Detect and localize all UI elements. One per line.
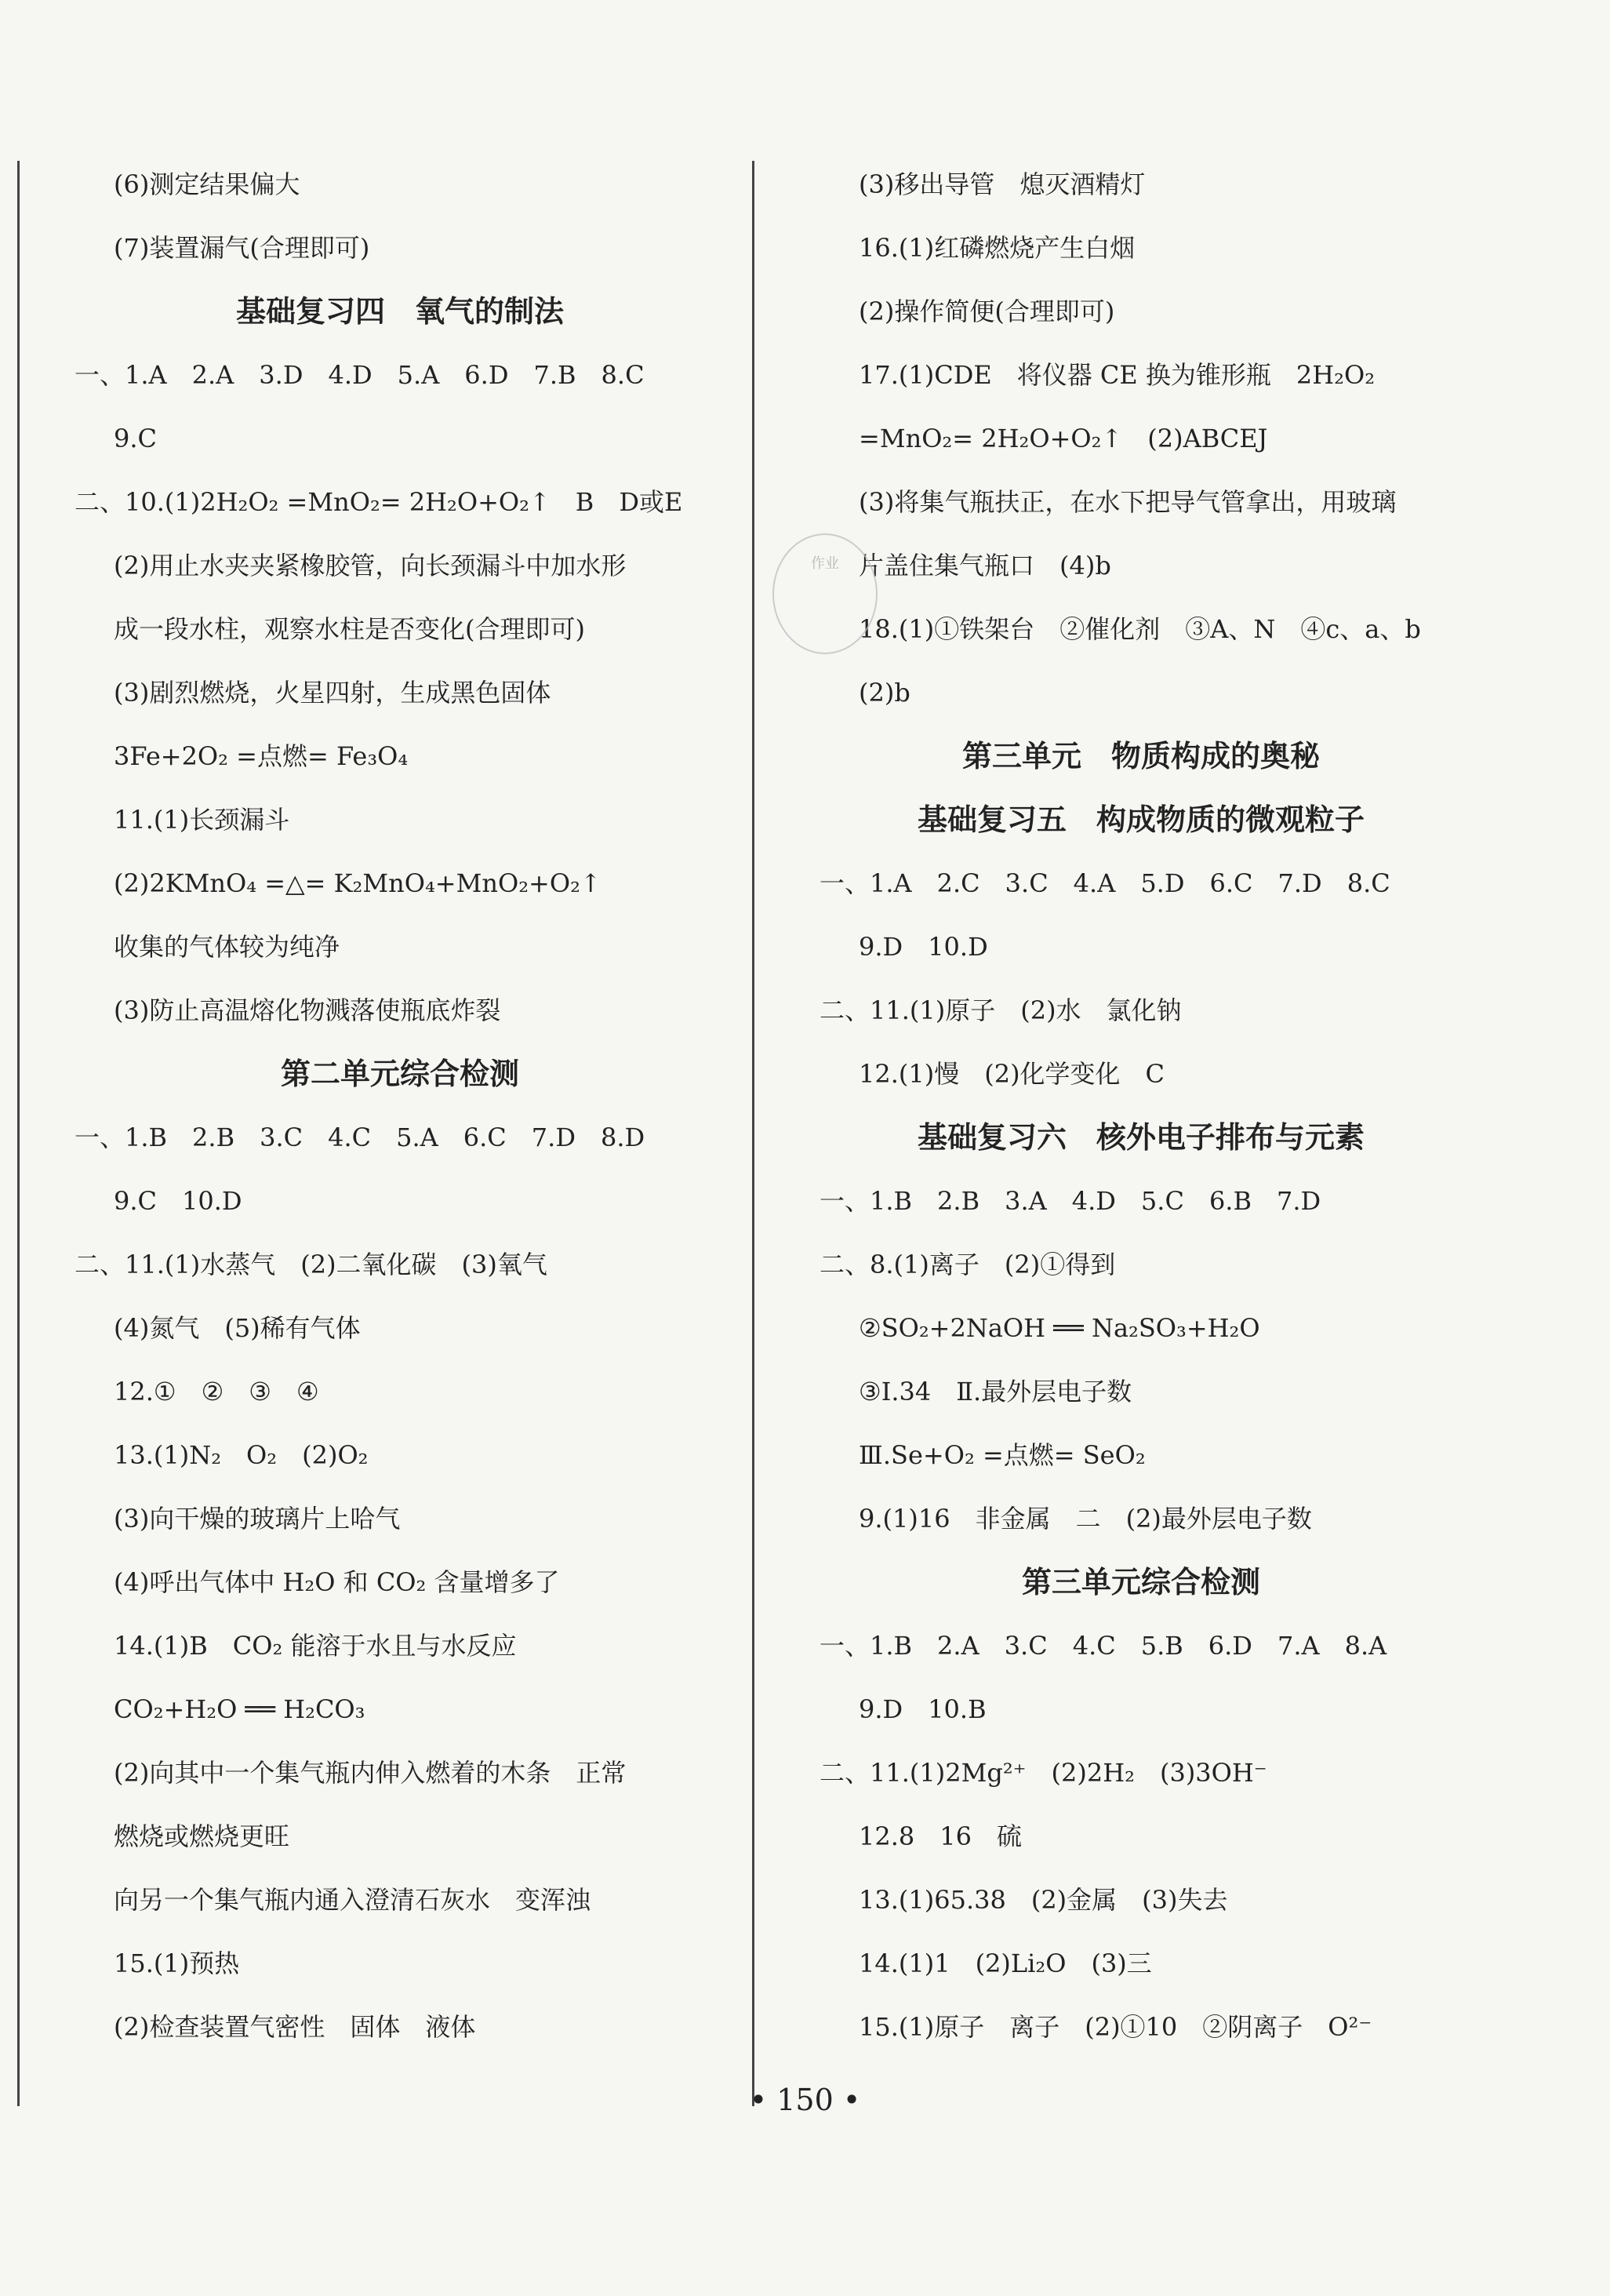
answer-line: 14.(1)B CO₂ 能溶于水且与水反应: [114, 1631, 517, 1661]
answer-line: (2)向其中一个集气瓶内伸入燃着的木条 正常: [114, 1758, 627, 1788]
answer-line: 二、11.(1)水蒸气 (2)二氧化碳 (3)氧气: [75, 1250, 547, 1279]
answer-line: 燃烧或燃烧更旺: [114, 1821, 290, 1851]
answer-line: 9.C 10.D: [114, 1186, 242, 1216]
answer-line: Ⅲ.Se+O₂ =点燃= SeO₂: [859, 1440, 1146, 1470]
answer-line: (6)测定结果偏大: [114, 169, 300, 199]
answer-line: (3)向干燥的玻璃片上哈气: [114, 1504, 401, 1534]
answer-line: 一、1.B 2.B 3.C 4.C 5.A 6.C 7.D 8.D: [75, 1123, 645, 1152]
answer-line: ③Ⅰ.34 Ⅱ.最外层电子数: [859, 1377, 1132, 1406]
answer-line: ②SO₂+2NaOH ══ Na₂SO₃+H₂O: [859, 1313, 1260, 1343]
answer-line: 向另一个集气瓶内通入澄清石灰水 变浑浊: [114, 1885, 591, 1915]
answer-line: 一、1.A 2.C 3.C 4.A 5.D 6.C 7.D 8.C: [820, 868, 1390, 898]
answer-line: 9.D 10.B: [859, 1694, 987, 1724]
right-column: [820, 153, 1463, 2059]
answer-line: 12.① ② ③ ④: [114, 1377, 319, 1406]
answer-line: 9.D 10.D: [859, 932, 988, 962]
answer-line: 9.(1)16 非金属 二 (2)最外层电子数: [859, 1504, 1312, 1534]
section-heading: 第三单元 物质构成的奥秘: [961, 739, 1320, 773]
page-number: • 150 •: [749, 2083, 861, 2117]
answer-line: (4)氮气 (5)稀有气体: [114, 1313, 361, 1343]
answer-line: (2)b: [859, 678, 910, 708]
answer-line: (2)用止水夹夹紧橡胶管，向长颈漏斗中加水形: [114, 551, 627, 580]
answer-line: 13.(1)N₂ O₂ (2)O₂: [114, 1440, 369, 1470]
left-column: [75, 153, 725, 2059]
answer-line: (3)移出导管 熄灭酒精灯: [859, 169, 1146, 199]
answer-line: (3)将集气瓶扶正，在水下把导气管拿出，用玻璃: [859, 487, 1397, 517]
answer-line: 一、1.A 2.A 3.D 4.D 5.A 6.D 7.B 8.C: [75, 360, 645, 390]
answer-line: 14.(1)1 (2)Li₂O (3)三: [859, 1949, 1152, 1978]
answer-line: (2)2KMnO₄ =△= K₂MnO₄+MnO₂+O₂↑: [114, 868, 601, 898]
answer-line: (3)防止高温熔化物溅落使瓶底炸裂: [114, 995, 501, 1025]
answer-line: (2)检查装置气密性 固体 液体: [114, 2012, 476, 2042]
column-divider: [752, 161, 754, 2106]
answer-line: 16.(1)红磷燃烧产生白烟: [859, 233, 1136, 263]
answer-line: 片盖住集气瓶口 (4)b: [859, 551, 1111, 580]
answer-line: 一、1.B 2.A 3.C 4.C 5.B 6.D 7.A 8.A: [820, 1631, 1387, 1661]
answer-line: 收集的气体较为纯净: [114, 932, 340, 962]
answer-line: 15.(1)预热: [114, 1949, 240, 1978]
watermark-stamp: [772, 533, 878, 654]
left-margin-rule: [17, 161, 20, 2106]
answer-line: =MnO₂= 2H₂O+O₂↑ (2)ABCEJ: [859, 424, 1268, 453]
answer-line: 11.(1)长颈漏斗: [114, 805, 290, 835]
answer-line: 二、8.(1)离子 (2)①得到: [820, 1250, 1116, 1279]
answer-line: 一、1.B 2.B 3.A 4.D 5.C 6.B 7.D: [820, 1186, 1321, 1216]
answer-line: (2)操作简便(合理即可): [859, 297, 1115, 326]
answer-line: (7)装置漏气(合理即可): [114, 233, 370, 263]
answer-line: 二、10.(1)2H₂O₂ =MnO₂= 2H₂O+O₂↑ B D或E: [75, 487, 683, 517]
answer-line: CO₂+H₂O ══ H₂CO₃: [114, 1694, 365, 1724]
stamp-text: 作业: [811, 555, 839, 572]
answer-line: 二、11.(1)2Mg²⁺ (2)2H₂ (3)3OH⁻: [820, 1758, 1267, 1788]
section-heading: 基础复习六 核外电子排布与元素: [917, 1120, 1365, 1155]
answer-line: 12.(1)慢 (2)化学变化 C: [859, 1059, 1165, 1089]
section-heading: 基础复习四 氧气的制法: [235, 294, 564, 329]
answer-line: 17.(1)CDE 将仪器 CE 换为锥形瓶 2H₂O₂: [859, 360, 1376, 390]
answer-line: 9.C: [114, 424, 158, 453]
answer-line: 15.(1)原子 离子 (2)①10 ②阴离子 O²⁻: [859, 2012, 1372, 2042]
section-heading: 第二单元综合检测: [280, 1057, 519, 1091]
answer-line: 13.(1)65.38 (2)金属 (3)失去: [859, 1885, 1228, 1915]
section-heading: 第三单元综合检测: [1021, 1565, 1260, 1599]
answer-line: 成一段水柱，观察水柱是否变化(合理即可): [114, 614, 585, 644]
answer-line: 18.(1)①铁架台 ②催化剂 ③A、N ④c、a、b: [859, 614, 1421, 644]
answer-line: (3)剧烈燃烧，火星四射，生成黑色固体: [114, 678, 551, 708]
answer-line: 二、11.(1)原子 (2)水 氯化钠: [820, 995, 1182, 1025]
section-heading: 基础复习五 构成物质的微观粒子: [917, 802, 1365, 837]
answer-line: 12.8 16 硫: [859, 1821, 1022, 1851]
answer-line: 3Fe+2O₂ =点燃= Fe₃O₄: [114, 741, 409, 771]
answer-line: (4)呼出气体中 H₂O 和 CO₂ 含量增多了: [114, 1567, 560, 1597]
